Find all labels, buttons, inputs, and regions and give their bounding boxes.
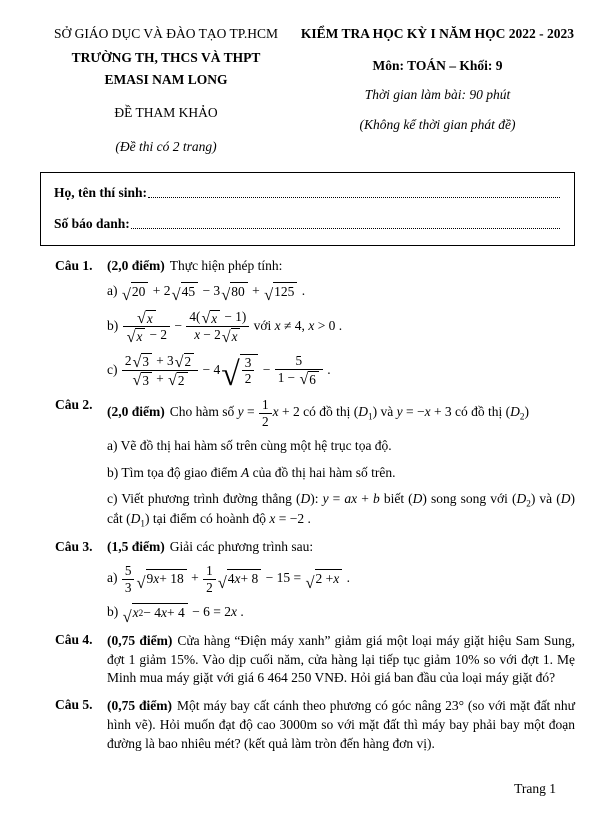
- school-info-block: [40, 26, 292, 155]
- exam-title: KIỂM TRA HỌC KỲ I NĂM HỌC 2022 - 2023: [300, 26, 575, 41]
- question-4-body: [107, 632, 575, 689]
- question-3-number: Câu 3.: [55, 538, 93, 554]
- exam-type: ĐỀ THAM KHẢO: [114, 104, 218, 120]
- candidate-name-row: [54, 185, 562, 201]
- page-footer: [514, 781, 556, 797]
- question-2-body: [107, 397, 575, 530]
- question-4-points: (0,75 điểm): [107, 632, 173, 648]
- question-2-part-a: a) Vẽ đồ thị hai hàm số trên cùng một hệ trục tọa độ.: [107, 438, 392, 454]
- question-2-intro: [107, 397, 575, 429]
- question-4-number: Câu 4.: [55, 631, 93, 647]
- question-1-points: (2,0 điểm): [107, 257, 165, 273]
- page-count-note: (Đề thi có 2 trang): [115, 139, 217, 155]
- question-1-body: [107, 257, 575, 393]
- exam-duration: Thời gian làm bài: 90 phút: [364, 87, 511, 103]
- question-4: [55, 632, 575, 689]
- candidate-id-dotted-line: [131, 228, 560, 229]
- candidate-name-label: Họ, tên thí sinh:: [54, 184, 148, 200]
- question-5-number: Câu 5.: [55, 697, 93, 713]
- question-2-part-b: b) Tìm tọa độ giao điểm A của đồ thị hai hàm số trên.: [107, 464, 396, 480]
- question-3-part-b-formula: b) √ x 2 − 4 x + 4 − 6 = 2x .: [107, 604, 244, 626]
- question-3-body: [107, 538, 575, 626]
- exam-info-block: [292, 26, 575, 155]
- question-5-text-content: Một máy bay cất cánh theo phương có góc nâng 23° (so với mặt đất như hình vẽ). Hỏi muốn đạt độ cao 3000m so với mặt đất thì máy bay phải bay một đoạn đường là bao nhiêu mét? (kết quả làm tròn đến hàng đơn vị).: [107, 698, 575, 752]
- candidate-info-box: [40, 172, 575, 246]
- school-name-line2: EMASI NAM LONG: [104, 72, 228, 88]
- question-1-intro: [107, 258, 575, 274]
- candidate-id-label: Số báo danh:: [54, 215, 130, 231]
- question-5-points: (0,75 điểm): [107, 698, 172, 714]
- school-name-line1: TRƯỜNG TH, THCS VÀ THPT: [71, 49, 261, 65]
- question-1-part-c-formula: c) 2 √ 3 + 3 √ 2 √ 3 + √ 2 − 4 √ $\frac{3}{2}$ − 5 1 − √ 6 .: [107, 352, 331, 393]
- question-3-intro-text: Giải các phương trình sau:: [169, 538, 314, 554]
- question-4-text: [107, 632, 575, 689]
- question-3-part-a-formula: a) $\frac{5}{3}$ √ 9 x + 18 + $\frac{1}{2}$ √ 4 x + 8 − 15 = √ 2 + x .: [107, 562, 351, 595]
- question-2-part-c: c) Viết phương trình đường thẳng (D): y = ax + b biết (D) song song với $(D_2)$ và (D) cắt $(D_1)$ tại điểm có hoành độ x = −2 .: [107, 490, 576, 529]
- question-1-number: Câu 1.: [55, 257, 93, 273]
- questions-list: [40, 258, 575, 754]
- subject-grade: Môn: TOÁN – Khối: 9: [372, 57, 503, 73]
- question-1-part-a-formula: a) √ 20 + 2 √ 45 − 3 √ 80 + √ 125 .: [107, 282, 306, 304]
- question-2-points: (2,0 điểm): [107, 404, 165, 420]
- question-3-points: (1,5 điểm): [107, 538, 165, 554]
- question-5-text: [107, 697, 575, 754]
- candidate-id-row: [54, 216, 562, 232]
- question-4-text-content: Cửa hàng “Điện máy xanh” giảm giá một loại máy giặt hiệu Sam Sung, đợt 1 giảm 15%. Vào dịp cuối năm, cửa hàng lại tiếp tục giảm 10% so với đợt 1. Mẹ Minh mua máy giặt với giá 6 464 250 VNĐ. Hỏi giá ban đầu của loại máy giặt đó?: [107, 632, 575, 686]
- question-1-intro-text: Thực hiện phép tính:: [169, 257, 283, 273]
- question-2-number: Câu 2.: [55, 397, 93, 413]
- duration-note: (Không kể thời gian phát đề): [359, 116, 516, 132]
- question-2: [55, 397, 575, 530]
- exam-header: [40, 26, 575, 155]
- question-2-intro-formula: Cho hàm số y = $\frac{1}{2}$ x + 2 có đồ thị $(D_1)$ và y = −x + 3 có đồ thị $(D_2)$: [169, 397, 530, 429]
- question-5-body: [107, 697, 575, 754]
- question-1: [55, 257, 575, 393]
- question-5: [55, 697, 575, 754]
- candidate-name-dotted-line: [148, 197, 560, 198]
- page-number: Trang 1: [514, 781, 556, 796]
- question-3: [55, 538, 575, 626]
- department-name: SỞ GIÁO DỤC VÀ ĐÀO TẠO TP.HCM: [54, 26, 278, 41]
- question-3-intro: [107, 539, 575, 555]
- question-1-part-b-formula: b) √ x √ x − 2 − 4( √ x − 1) x − 2 √ x với x ≠ 4, x > 0 .: [107, 309, 343, 346]
